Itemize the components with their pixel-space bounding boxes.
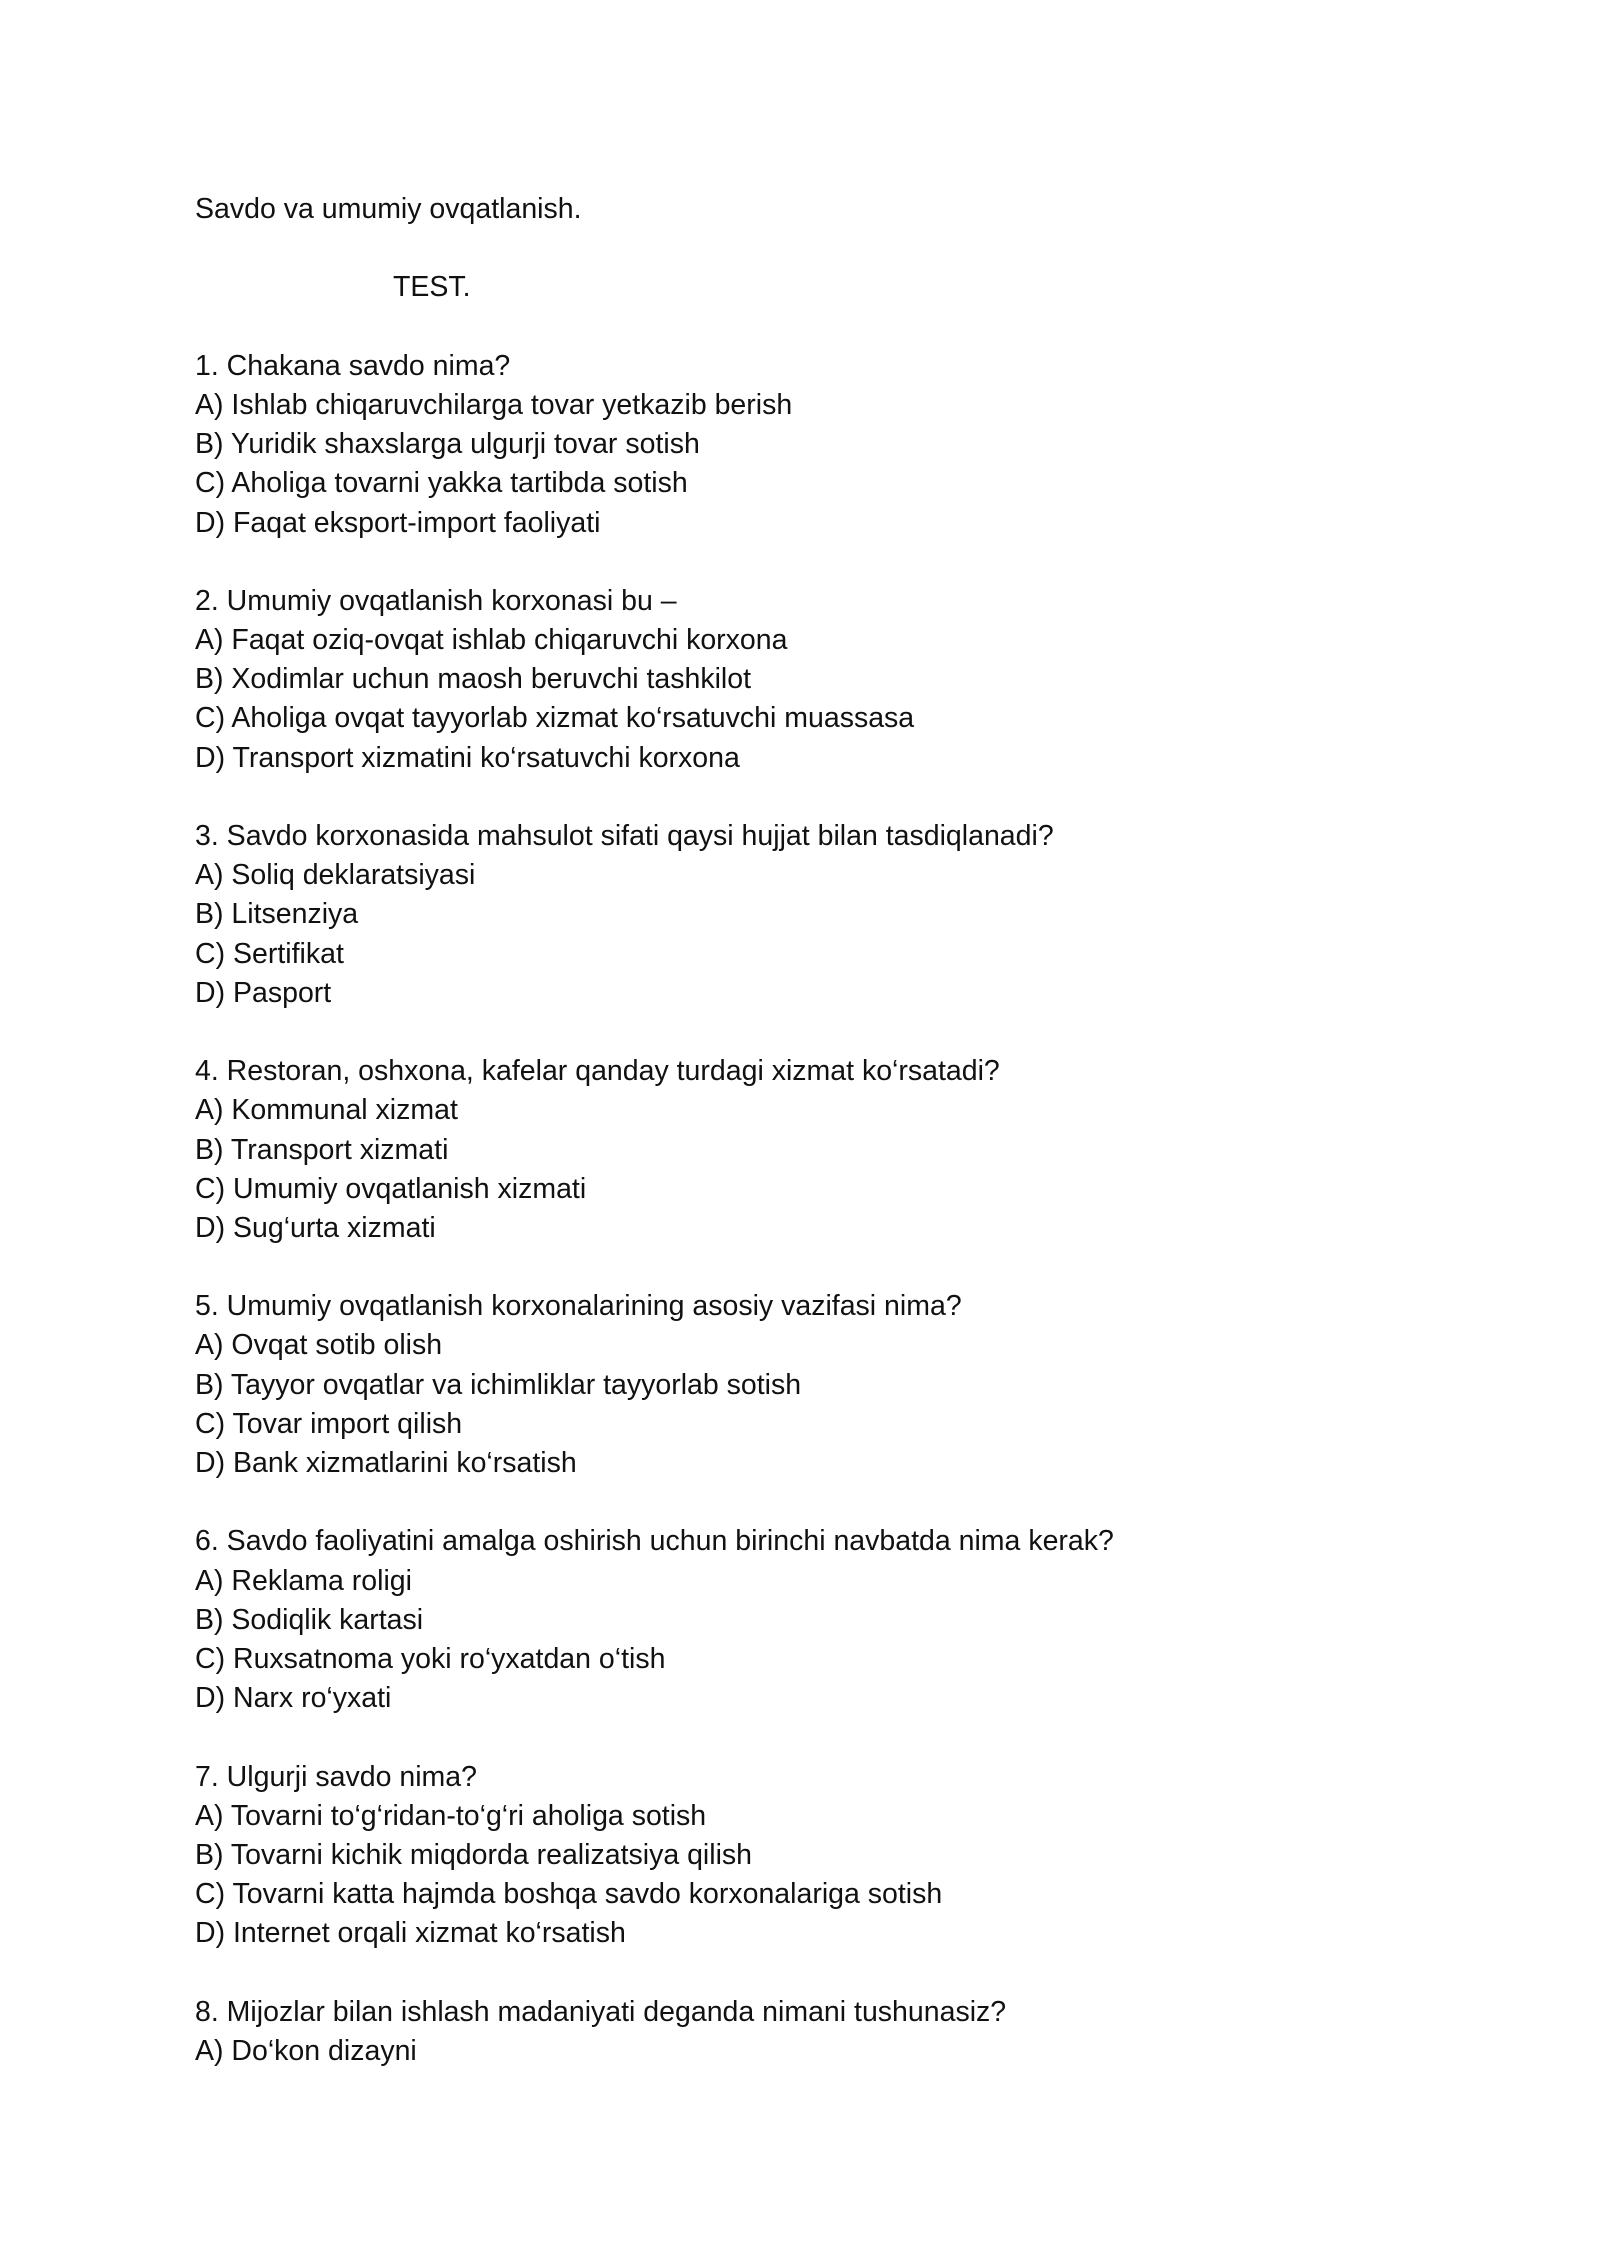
answer-option-d: D) Narx ro‘yxati <box>195 1682 392 1715</box>
answer-option-a: A) Kommunal xizmat <box>195 1094 458 1127</box>
test-title: TEST. <box>393 271 471 304</box>
question-block-6 <box>195 1522 1445 1718</box>
answer-option-d: D) Transport xizmatini ko‘rsatuvchi korxona <box>195 741 740 774</box>
answer-option-b: B) Transport xizmati <box>195 1133 449 1166</box>
answer-option-d: D) Pasport <box>195 976 332 1009</box>
answer-option-c: C) Tovarni katta hajmda boshqa savdo korxonalariga sotish <box>195 1878 943 1911</box>
answer-option-b: B) Sodiqlik kartasi <box>195 1603 424 1636</box>
question-text: 2. Umumiy ovqatlanish korxonasi bu – <box>195 584 677 617</box>
question-block-4 <box>195 1052 1445 1248</box>
question-block-5 <box>195 1287 1445 1483</box>
answer-option-b: B) Litsenziya <box>195 898 359 931</box>
answer-option-c: C) Ruxsatnoma yoki ro‘yxatdan o‘tish <box>195 1642 666 1675</box>
answer-option-c: C) Umumiy ovqatlanish xizmati <box>195 1172 587 1205</box>
answer-option-a: A) Reklama roligi <box>195 1564 412 1597</box>
answer-option-c: C) Tovar import qilish <box>195 1407 463 1440</box>
answer-option-c: C) Aholiga ovqat tayyorlab xizmat ko‘rsatuvchi muassasa <box>195 702 915 735</box>
answer-option-c: C) Sertifikat <box>195 937 344 970</box>
question-block-1 <box>195 347 1445 543</box>
question-text: 6. Savdo faoliyatini amalga oshirish uchun birinchi navbatda nima kerak? <box>195 1525 1114 1558</box>
question-block-2 <box>195 582 1445 778</box>
question-text: 1. Chakana savdo nima? <box>195 349 511 382</box>
answer-option-a: A) Tovarni to‘g‘ridan-to‘g‘ri aholiga sotish <box>195 1799 707 1832</box>
question-block-3 <box>195 817 1445 1013</box>
question-block-7 <box>195 1758 1445 1954</box>
answer-option-b: B) Tayyor ovqatlar va ichimliklar tayyorlab sotish <box>195 1368 802 1401</box>
answer-option-b: B) Tovarni kichik miqdorda realizatsiya qilish <box>195 1838 753 1871</box>
question-block-8 <box>195 1993 1445 2071</box>
question-text: 3. Savdo korxonasida mahsulot sifati qaysi hujjat bilan tasdiqlanadi? <box>195 820 1054 852</box>
question-text: 5. Umumiy ovqatlanish korxonalarining asosiy vazifasi nima? <box>195 1290 962 1323</box>
answer-option-c: C) Aholiga tovarni yakka tartibda sotish <box>195 467 688 500</box>
document-subject: Savdo va umumiy ovqatlanish. <box>195 193 582 225</box>
answer-option-a: A) Ovqat sotib olish <box>195 1329 443 1362</box>
answer-option-b: B) Xodimlar uchun maosh beruvchi tashkilot <box>195 663 752 696</box>
question-text: 8. Mijozlar bilan ishlash madaniyati deganda nimani tushunasiz? <box>195 1995 1007 2028</box>
question-text: 4. Restoran, oshxona, kafelar qanday turdagi xizmat ko‘rsatadi? <box>195 1055 1000 1088</box>
document-page <box>195 190 1445 2071</box>
answer-option-a: A) Do‘kon dizayni <box>195 2034 417 2067</box>
answer-option-a: A) Ishlab chiqaruvchilarga tovar yetkazib berish <box>195 388 793 421</box>
answer-option-d: D) Faqat eksport-import faoliyati <box>195 506 601 539</box>
answer-option-b: B) Yuridik shaxslarga ulgurji tovar sotish <box>195 428 700 461</box>
answer-option-a: A) Faqat oziq-ovqat ishlab chiqaruvchi korxona <box>195 624 788 657</box>
answer-option-d: D) Bank xizmatlarini ko‘rsatish <box>195 1447 577 1479</box>
question-text: 7. Ulgurji savdo nima? <box>195 1760 477 1793</box>
answer-option-d: D) Sug‘urta xizmati <box>195 1211 436 1244</box>
answer-option-d: D) Internet orqali xizmat ko‘rsatish <box>195 1917 626 1950</box>
answer-option-a: A) Soliq deklaratsiyasi <box>195 859 476 892</box>
